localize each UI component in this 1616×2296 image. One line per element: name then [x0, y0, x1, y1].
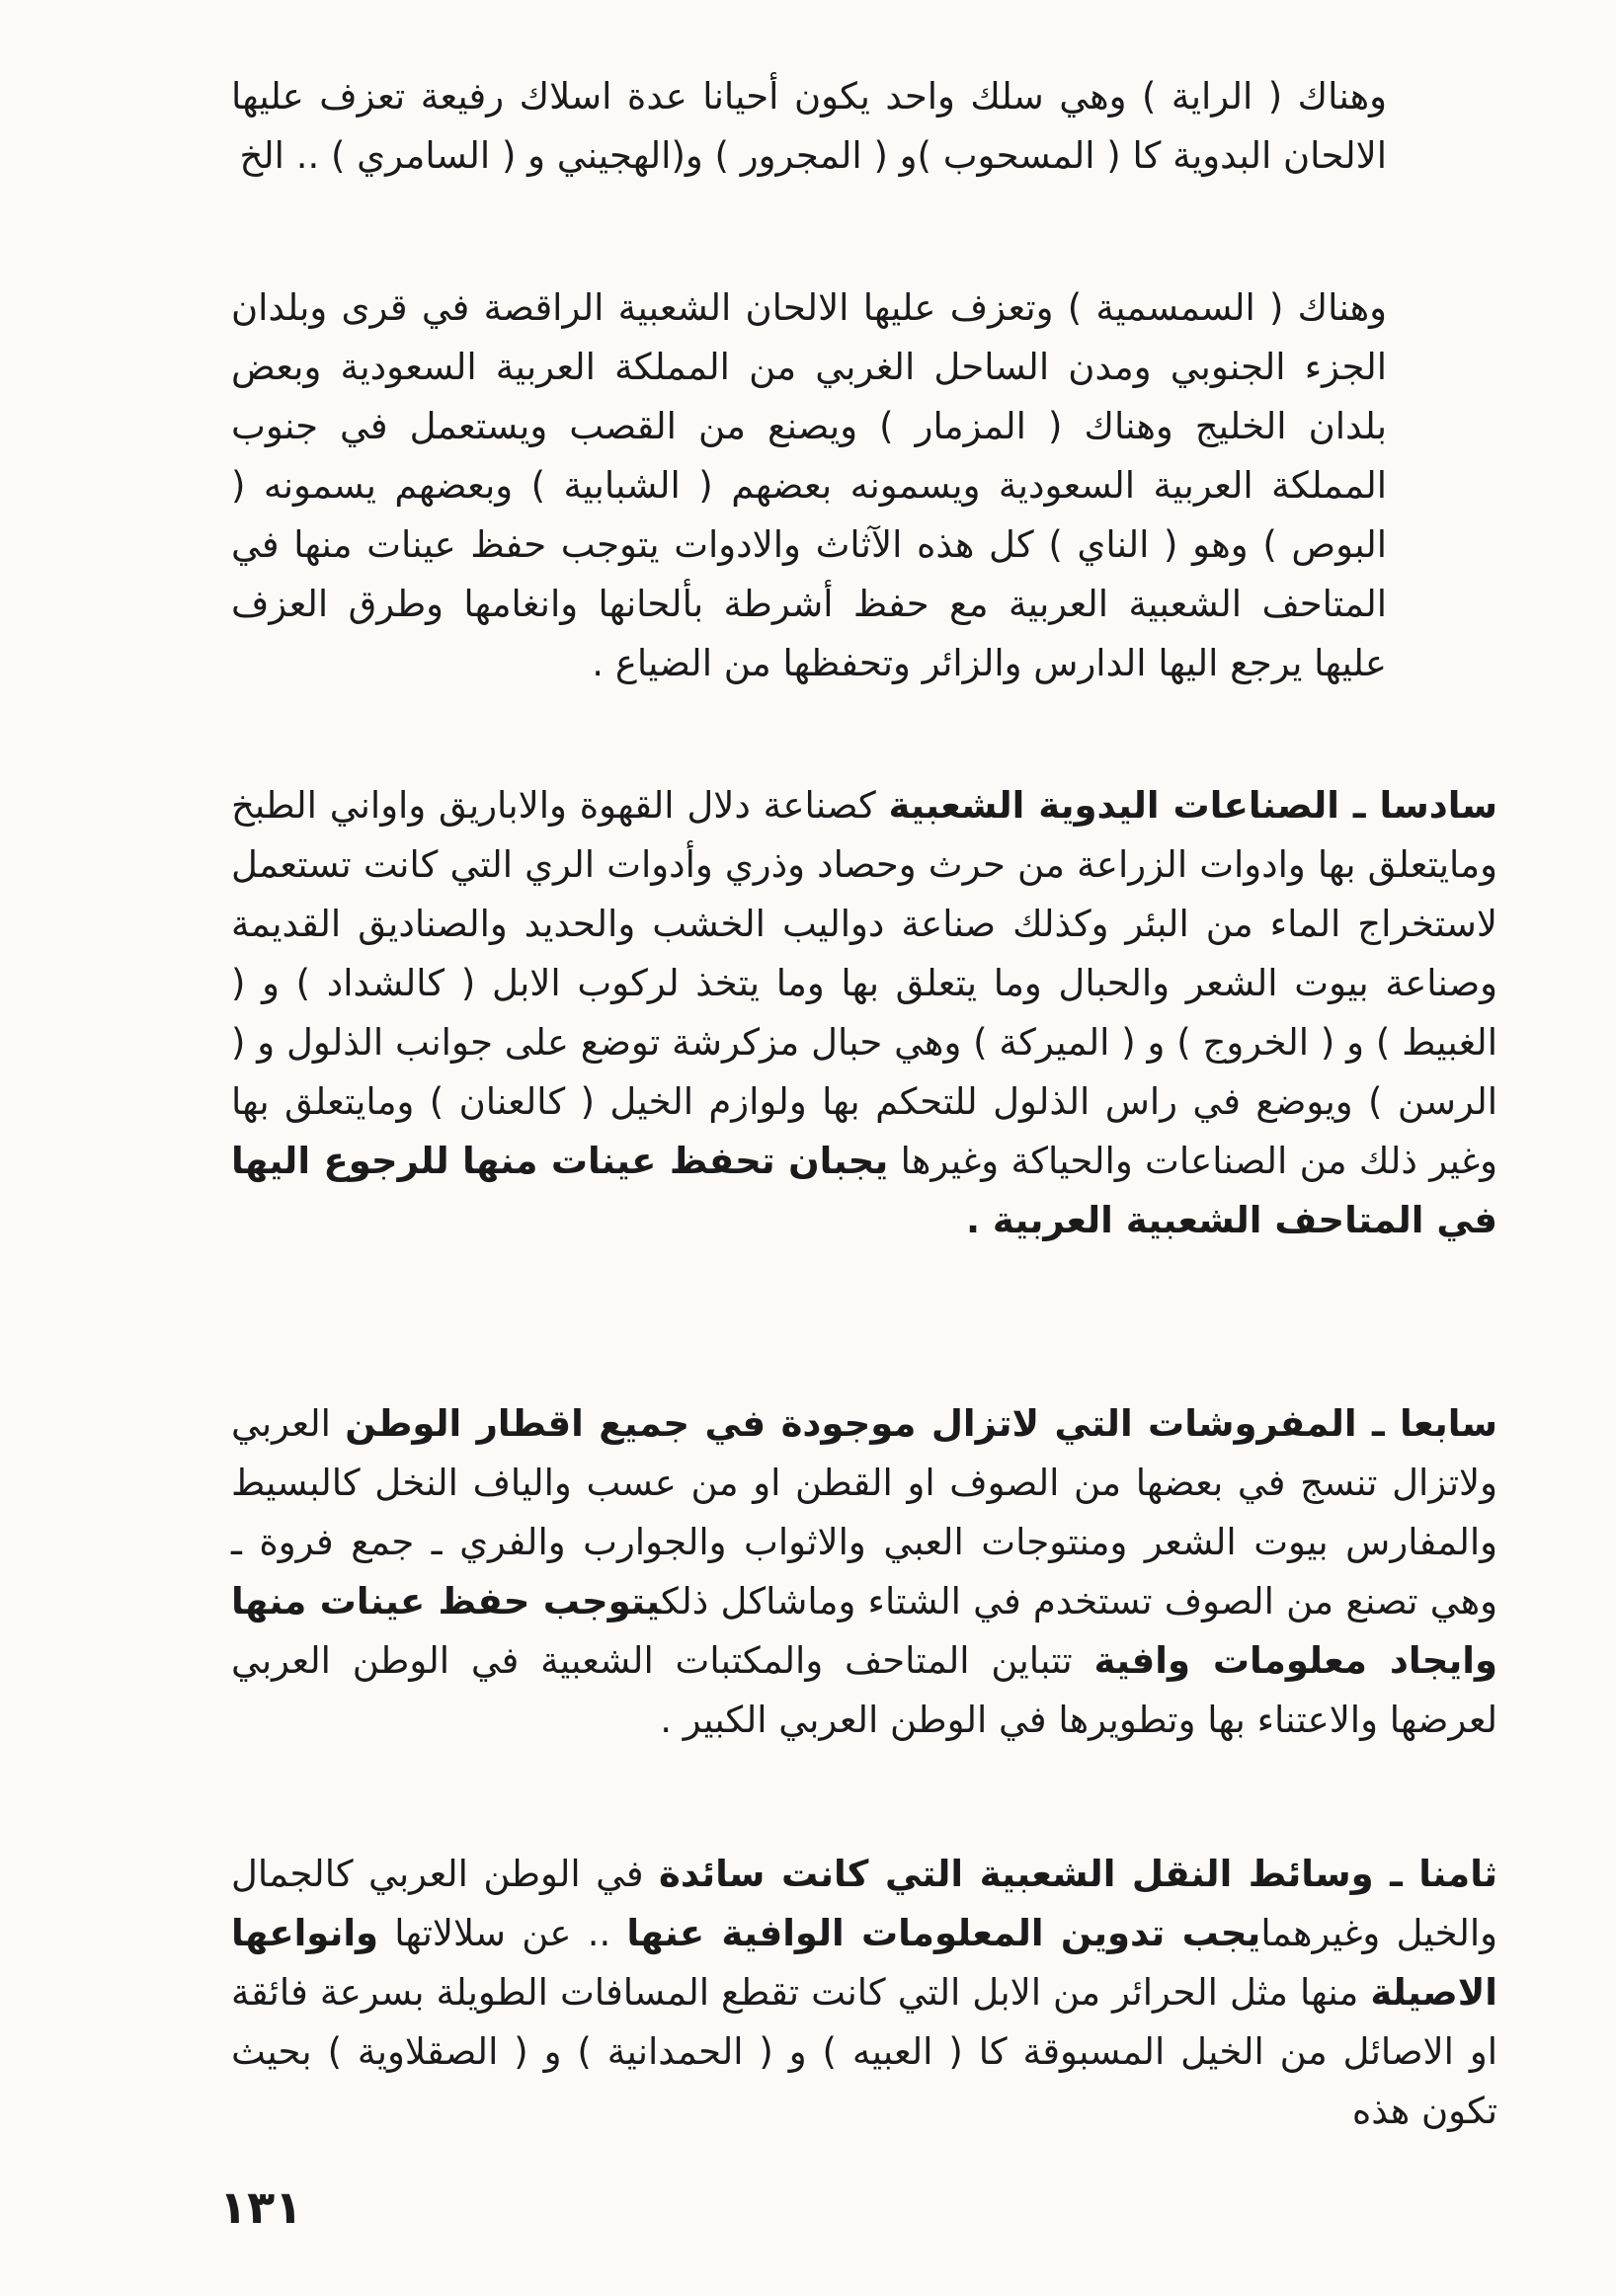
section-eighth [231, 1845, 1497, 2141]
paragraph-text: تتباين المتاحف والمكتبات الشعبية في الوطن العربي لعرضها والاعتناء بها وتطويرها في الوطن العربي الكبير . [231, 1639, 1497, 1741]
paragraph-text: وهناك ( الراية ) وهي سلك واحد يكون أحيانا عدة اسلاك رفيعة تعزف عليها الالحان البدوية كا ( المسحوب )و ( المجرور ) و(الهجيني و ( السامري ) .. الخ [231, 75, 1387, 177]
section-heading: ثامنا ـ وسائط النقل الشعبية التي كانت سائدة [659, 1853, 1497, 1895]
emphasis-text: يجبان تحفظ عينات منها للرجوع اليها في المتاحف الشعبية العربية . [231, 1140, 1497, 1241]
paragraph-text: في الوطن العربي كالجمال والخيل وغيرهما [231, 1853, 1497, 1954]
paragraph-rababa [231, 67, 1387, 186]
emphasis-text: يجب تدوين المعلومات الوافية عنها [626, 1912, 1261, 1954]
section-sixth [231, 776, 1497, 1250]
paragraph-text: العربي ولاتزال تنسج في بعضها من الصوف او القطن او من عسب والياف النخل كالبسيط والمفارس بيوت الشعر ومنتوجات العبي والاثواب والجوارب والفري ـ جمع فروة ـ وهي تصنع من الصوف تستخدم في الشتاء وماشاكل ذلك [231, 1402, 1498, 1623]
section-heading: سابعا ـ المفروشات التي لاتزال موجودة في جميع اقطار الوطن [345, 1402, 1498, 1445]
paragraph-text: كصناعة دلال القهوة والاباريق واواني الطبخ ومايتعلق بها وادوات الزراعة من حرث وحصاد وذري وأدوات الري التي كانت تستعمل لاستخراج الماء من البئر وكذلك صناعة دواليب الخشب والحديد والصناديق القديمة وصناعة بيوت الشعر والحبال وما يتعلق بها وما يتخذ لركوب الابل ( كالشداد ) و ( الغبيط ) و ( الخروج ) و ( الميركة ) وهي حبال مزكرشة توضع على جوانب الذلول و ( الرسن ) ويوضع في راس الذلول للتحكم بها ولوازم الخيل ( كالعنان ) ومايتعلق بها وغير ذلك من الصناعات والحياكة وغيرها [231, 784, 1497, 1182]
emphasis-text: يتوجب حفظ عينات منها وايجاد معلومات وافية [231, 1580, 1497, 1682]
paragraph-text: .. عن سلالاتها [378, 1912, 627, 1954]
page-number: ١٣١ [219, 2180, 303, 2234]
section-heading: سادسا ـ الصناعات اليدوية الشعبية [888, 784, 1497, 827]
paragraph-text: منها مثل الحرائر من الابل التي كانت تقطع المسافات الطويلة بسرعة فائقة او الاصائل من الخيل المسبوقة كا ( العبيه ) و ( الحمدانية ) و ( الصقلاوية ) بحيث تكون هذه [231, 1971, 1497, 2132]
section-seventh [231, 1394, 1497, 1750]
emphasis-text: وانواعها الاصيلة [231, 1912, 1497, 2014]
paragraph-text: وهناك ( السمسمية ) وتعزف عليها الالحان الشعبية الراقصة في قرى وبلدان الجزء الجنوبي ومدن الساحل الغربي من المملكة العربية السعودية وبعض بلدان الخليج وهناك ( المزمار ) ويصنع من القصب ويستعمل في جنوب المملكة العربية السعودية ويسمونه بعضهم ( الشبابية ) وبعضهم يسمونه ( البوص ) وهو ( الناي ) كل هذه الآثاث والادوات يتوجب حفظ عينات منها في المتاحف الشعبية العربية مع حفظ أشرطة بألحانها وانغامها وطرق العزف عليها يرجع اليها الدارس والزائر وتحفظها من الضياع . [231, 286, 1387, 684]
paragraph-simsimiyya [231, 278, 1387, 693]
